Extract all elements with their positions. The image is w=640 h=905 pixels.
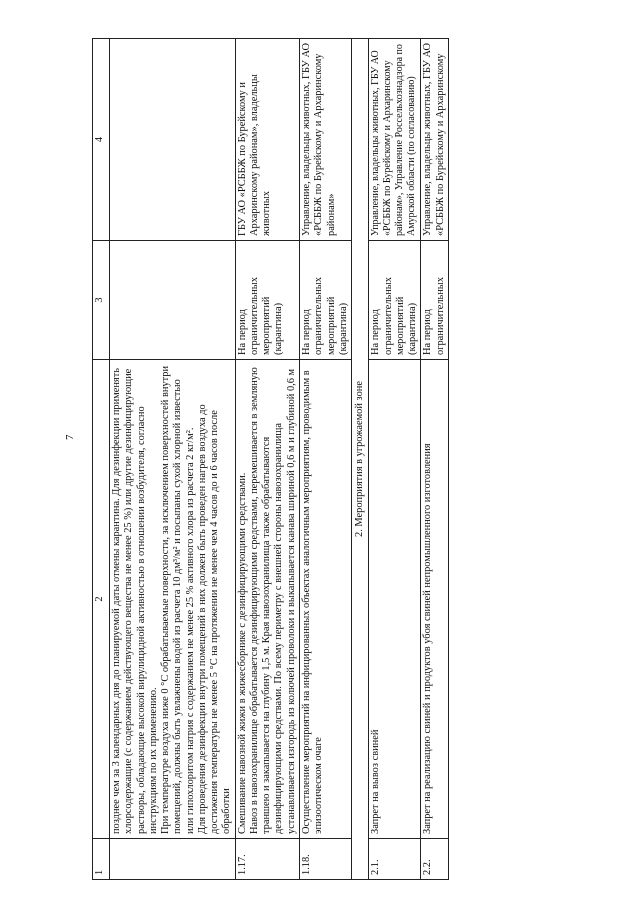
row-measure: позднее чем за 3 календарных дня до планируемой даты отмены карантина. Для дезинфекции применять хлорсодержащие (с содержанием действующего вещества не менее 25 %) или другие дезинфицирующие растворы, обладающие высокой вирулицидной активностью в отношении возбудителя, согласно инструкциям по их применению. При температуре воздуха ниже 0 °С обрабатываемые поверхности, за исключением поверхностей внутри помещений, должны быть увлажнены водой из расчета 10 дм³/м² и посыпаны сухой хлорной известью или гипохлоритом натрия с содержанием не менее 25 % активного хлора из расчета 2 кг/м². Для проведения дезинфекции внутри помещений в них должен быть проведен нагрев воздуха до достижения температуры не менее 5 °С на протяжении не менее чем 4 часов до и 6 часов после обработки: [110, 360, 236, 839]
row-number: 2.2.: [421, 839, 449, 880]
section-2-title: 2. Мероприятия в угрожаемой зоне: [352, 39, 369, 880]
section-heading-row: [352, 39, 369, 880]
row-period: На период ограничительных мероприятий (карантина): [369, 241, 421, 360]
row-number: 2.1.: [369, 839, 421, 880]
table-row: [421, 39, 449, 880]
row-measure: Осуществление мероприятий на инфицированных объектах аналогичным мероприятиям, проводимым в эпизоотическом очаге: [299, 360, 351, 839]
table-row: [299, 39, 351, 880]
row-responsible: Управление, владельцы животных, ГБУ АО «РСББЖ по Бурейскому и Архаринскому: [421, 39, 449, 241]
measures-table: [92, 38, 449, 880]
row-measure: Запрет на реализацию свиней и продуктов убоя свиней непромышленного изготовления: [421, 360, 449, 839]
row-responsible: [110, 39, 236, 241]
table-row: [235, 39, 299, 880]
row-period: На период ограничительных: [421, 241, 449, 360]
row-period: [110, 241, 236, 360]
row-number: 1.17.: [235, 839, 299, 880]
rotated-table-container: [92, 43, 582, 880]
page-number: 7: [64, 434, 76, 440]
row-period: На период ограничительных мероприятий (карантина): [299, 241, 351, 360]
header-col-4: 4: [93, 39, 110, 241]
row-responsible: Управление, владельцы животных, ГБУ АО «РСББЖ по Бурейскому и Архаринскому районам»: [299, 39, 351, 241]
header-col-2: 2: [93, 360, 110, 839]
row-period: На период ограничительных мероприятий (карантина): [235, 241, 299, 360]
row-measure: Запрет на вывоз свиней: [369, 360, 421, 839]
row-responsible: Управление, владельцы животных, ГБУ АО «РСББЖ по Бурейскому и Архаринскому районам», Управление Россельхознадзора по Амурской области (по согласованию): [369, 39, 421, 241]
header-col-1: 1: [93, 839, 110, 880]
row-measure: Смешивание навозной жижи в жижесборнике с дезинфицирующими средствами. Навоз в навозохранилище обрабатывается дезинфицирующими средствами, перемешивается в земляную траншею и закапывается на глубину 1,5 м. Края навозохранилища также обрабатываются дезинфицирующими средствами. По всему периметру с внешней стороны навозохранилища устанавливается изгородь из колючей проволоки и выкапывается канава шириной 0,6 м и глубиной 0,6 м: [235, 360, 299, 839]
header-col-3: 3: [93, 241, 110, 360]
table-row: [369, 39, 421, 880]
row-number: [110, 839, 236, 880]
table-row: [110, 39, 236, 880]
table-header-row: [93, 39, 110, 880]
row-responsible: ГБУ АО «РСББЖ по Бурейскому и Архаринскому районам», владельцы животных: [235, 39, 299, 241]
row-number: 1.18.: [299, 839, 351, 880]
